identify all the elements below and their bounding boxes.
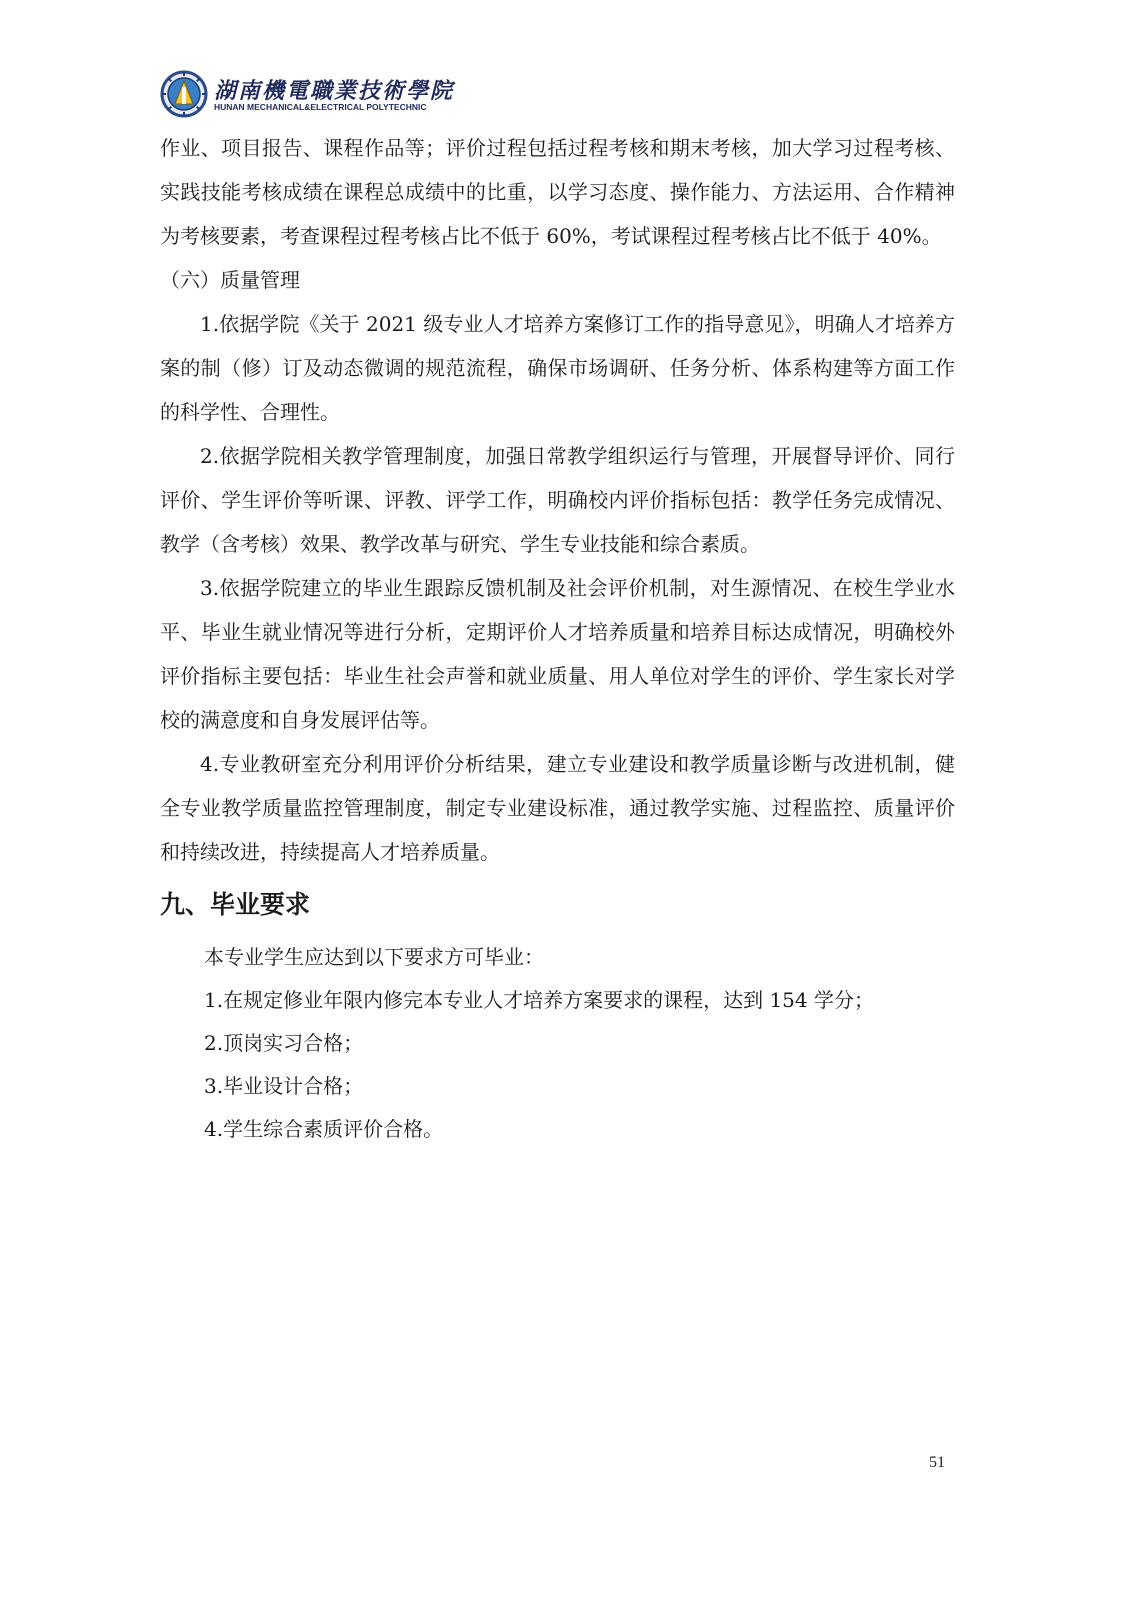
section-heading-quality-management: （六）质量管理 xyxy=(160,268,300,292)
graduation-item-4: 4.学生综合素质评价合格。 xyxy=(204,1117,444,1141)
school-name-english: HUNAN MECHANICAL&ELECTRICAL POLYTECHNIC xyxy=(214,102,427,112)
document-body xyxy=(160,126,955,1151)
assessment-paragraph: 作业、项目报告、课程作品等；评价过程包括过程考核和期末考核，加大学习过程考核、实践技能考核成绩在课程总成绩中的比重，以学习态度、操作能力、方法运用、合作精神为考核要素，考查课程过程考核占比不低于 60%，考试课程过程考核占比不低于 40%。 xyxy=(160,136,955,248)
quality-item-1: 1.依据学院《关于 2021 级专业人才培养方案修订工作的指导意见》，明确人才培养方案的制（修）订及动态微调的规范流程，确保市场调研、任务分析、体系构建等方面工作的科学性、合理性。 xyxy=(160,312,955,424)
quality-item-2: 2.依据学院相关教学管理制度，加强日常教学组织运行与管理，开展督导评价、同行评价、学生评价等听课、评教、评学工作，明确校内评价指标包括：教学任务完成情况、教学（含考核）效果、教学改革与研究、学生专业技能和综合素质。 xyxy=(160,444,955,556)
quality-item-3: 3.依据学院建立的毕业生跟踪反馈机制及社会评价机制，对生源情况、在校生学业水平、毕业生就业情况等进行分析，定期评价人才培养质量和培养目标达成情况，明确校外评价指标主要包括：毕业生社会声誉和就业质量、用人单位对学生的评价、学生家长对学校的满意度和自身发展评估等。 xyxy=(160,576,955,732)
quality-item-4: 4.专业教研室充分利用评价分析结果，建立专业建设和教学质量诊断与改进机制，健全专业教学质量监控管理制度，制定专业建设标准，通过教学实施、过程监控、质量评价和持续改进，持续提高人才培养质量。 xyxy=(160,752,955,864)
graduation-item-2: 2.顶岗实习合格； xyxy=(204,1031,364,1055)
chapter-heading-graduation-requirements: 九、毕业要求 xyxy=(160,890,311,919)
page-number: 51 xyxy=(929,1454,945,1471)
graduation-item-1: 1.在规定修业年限内修完本专业人才培养方案要求的课程，达到 154 学分； xyxy=(204,988,874,1012)
school-emblem-icon xyxy=(160,70,208,118)
page-header xyxy=(160,70,960,122)
school-name-chinese: 湖南機電職業技術學院 xyxy=(214,78,455,104)
graduation-item-3: 3.毕业设计合格； xyxy=(204,1074,364,1098)
graduation-intro: 本专业学生应达到以下要求方可毕业： xyxy=(204,945,544,969)
